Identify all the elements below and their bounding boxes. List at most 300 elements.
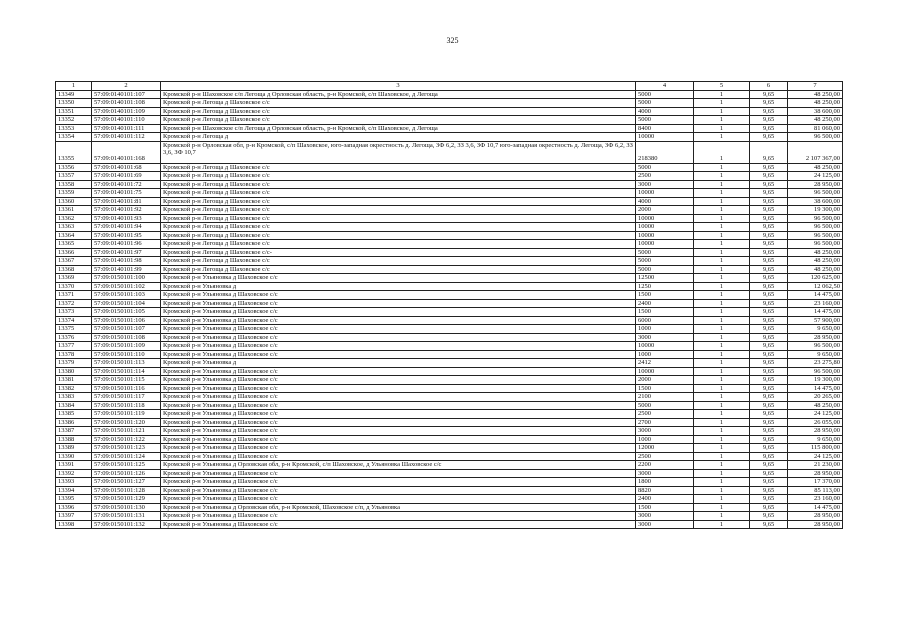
- cadastral-number: 57:09:0150101:108: [92, 333, 161, 342]
- rate-value: 9,65: [750, 469, 788, 478]
- table-row: [56, 478, 843, 487]
- cadastral-value: 96 500,00: [788, 240, 843, 249]
- row-number: 13386: [56, 418, 92, 427]
- plot-count: 1: [694, 214, 750, 223]
- table-row: [56, 133, 843, 142]
- row-number: 13377: [56, 342, 92, 351]
- plot-area: 10000: [636, 223, 694, 232]
- cadastral-number: 57:09:0150101:126: [92, 469, 161, 478]
- plot-address: Кромской р-н Ульяновка д Шаховское с/с: [161, 393, 636, 402]
- table-row: [56, 141, 843, 163]
- cadastral-number: 57:09:0140101:99: [92, 265, 161, 274]
- plot-area: 2000: [636, 206, 694, 215]
- row-number: 13353: [56, 124, 92, 133]
- cadastral-value: 9 650,00: [788, 350, 843, 359]
- plot-address: Кромской р-н Ульяновка д Шаховское с/с: [161, 495, 636, 504]
- row-number: 13362: [56, 214, 92, 223]
- row-number: 13376: [56, 333, 92, 342]
- rate-value: 9,65: [750, 248, 788, 257]
- table-row: [56, 342, 843, 351]
- plot-area: 10000: [636, 214, 694, 223]
- plot-area: 1000: [636, 435, 694, 444]
- cadastral-number: 57:09:0150101:122: [92, 435, 161, 444]
- cadastral-value: 48 250,00: [788, 248, 843, 257]
- table-row: [56, 350, 843, 359]
- plot-count: 1: [694, 189, 750, 198]
- table-row: [56, 180, 843, 189]
- row-number: 13387: [56, 427, 92, 436]
- rate-value: 9,65: [750, 452, 788, 461]
- cadastral-number: 57:09:0140101:97: [92, 248, 161, 257]
- row-number: 13396: [56, 503, 92, 512]
- row-number: 13389: [56, 444, 92, 453]
- rate-value: 9,65: [750, 107, 788, 116]
- cadastral-value: 20 265,00: [788, 393, 843, 402]
- plot-address: Кромской р-н Легоща д Шаховское с/с: [161, 107, 636, 116]
- plot-area: 2000: [636, 376, 694, 385]
- rate-value: 9,65: [750, 495, 788, 504]
- row-number: 13394: [56, 486, 92, 495]
- plot-count: 1: [694, 401, 750, 410]
- plot-address: Кромской р-н Ульяновка д: [161, 282, 636, 291]
- row-number: 13366: [56, 248, 92, 257]
- plot-count: 1: [694, 141, 750, 163]
- cadastral-number: 57:09:0140101:68: [92, 163, 161, 172]
- table-row: [56, 107, 843, 116]
- row-number: 13383: [56, 393, 92, 402]
- table-row: [56, 418, 843, 427]
- table-row: [56, 189, 843, 198]
- cadastral-value: 26 055,00: [788, 418, 843, 427]
- plot-count: 1: [694, 107, 750, 116]
- plot-count: 1: [694, 116, 750, 125]
- cadastral-value: 48 250,00: [788, 257, 843, 266]
- rate-value: 9,65: [750, 444, 788, 453]
- row-number: 13359: [56, 189, 92, 198]
- row-number: 13392: [56, 469, 92, 478]
- plot-address: Кромской р-н Легоща д Шаховское с/с: [161, 99, 636, 108]
- rate-value: 9,65: [750, 308, 788, 317]
- plot-count: 1: [694, 435, 750, 444]
- plot-area: 3000: [636, 333, 694, 342]
- plot-count: 1: [694, 248, 750, 257]
- cadastral-number: 57:09:0140101:110: [92, 116, 161, 125]
- cadastral-number: 57:09:0150101:117: [92, 393, 161, 402]
- cadastral-number: 57:09:0150101:105: [92, 308, 161, 317]
- plot-address: Кромской р-н Легоща д: [161, 133, 636, 142]
- plot-address: Кромской р-н Шаховское с/п Легоща д Орловская область, р-н Кромской, с/п Шаховское, д Легоща: [161, 124, 636, 133]
- plot-area: 1500: [636, 308, 694, 317]
- cadastral-value: 14 475,00: [788, 291, 843, 300]
- cadastral-number: 57:09:0140101:92: [92, 206, 161, 215]
- rate-value: 9,65: [750, 384, 788, 393]
- cadastral-number: 57:09:0150101:121: [92, 427, 161, 436]
- cadastral-value: 48 250,00: [788, 116, 843, 125]
- plot-address: Кромской р-н Ульяновка д Шаховское с/с: [161, 520, 636, 529]
- cadastral-number: 57:09:0150101:131: [92, 512, 161, 521]
- column-header: 6: [750, 82, 788, 91]
- row-number: 13388: [56, 435, 92, 444]
- row-number: 13382: [56, 384, 92, 393]
- plot-count: 1: [694, 393, 750, 402]
- table-row: [56, 116, 843, 125]
- cadastral-value: 48 250,00: [788, 265, 843, 274]
- cadastral-number: 57:09:0150101:102: [92, 282, 161, 291]
- cadastral-value: 28 950,00: [788, 469, 843, 478]
- rate-value: 9,65: [750, 435, 788, 444]
- plot-address: Кромской р-н Ульяновка д Шаховское с/с: [161, 350, 636, 359]
- table-row: [56, 265, 843, 274]
- cadastral-number: 57:09:0150101:119: [92, 410, 161, 419]
- table-row: [56, 435, 843, 444]
- row-number: 13350: [56, 99, 92, 108]
- cadastral-number: 57:09:0140101:109: [92, 107, 161, 116]
- plot-area: 218380: [636, 141, 694, 163]
- cadastral-number: 57:09:0150101:132: [92, 520, 161, 529]
- column-header: 4: [636, 82, 694, 91]
- plot-address: Кромской р-н Ульяновка д: [161, 359, 636, 368]
- row-number: 13384: [56, 401, 92, 410]
- plot-count: 1: [694, 342, 750, 351]
- row-number: 13365: [56, 240, 92, 249]
- plot-area: 10000: [636, 189, 694, 198]
- plot-address: Кромской р-н Ульяновка д Шаховское с/с: [161, 367, 636, 376]
- cadastral-number: 57:09:0150101:106: [92, 316, 161, 325]
- cadastral-value: 96 500,00: [788, 367, 843, 376]
- table-row: [56, 359, 843, 368]
- plot-area: 2500: [636, 410, 694, 419]
- row-number: 13364: [56, 231, 92, 240]
- plot-count: 1: [694, 180, 750, 189]
- cadastral-value: 48 250,00: [788, 90, 843, 99]
- plot-address: Кромской р-н Ульяновка д Шаховское с/с: [161, 418, 636, 427]
- cadastral-value: 115 800,00: [788, 444, 843, 453]
- rate-value: 9,65: [750, 141, 788, 163]
- plot-area: 10000: [636, 240, 694, 249]
- plot-address: Кромской р-н Легоща д Шаховское с/с: [161, 206, 636, 215]
- cadastral-value: 48 250,00: [788, 99, 843, 108]
- column-header: 5: [694, 82, 750, 91]
- row-number: 13357: [56, 172, 92, 181]
- plot-address: Кромской р-н Ульяновка д Шаховское с/с: [161, 427, 636, 436]
- plot-count: 1: [694, 172, 750, 181]
- plot-count: 1: [694, 90, 750, 99]
- table-row: [56, 401, 843, 410]
- cadastral-value: 96 500,00: [788, 223, 843, 232]
- row-number: 13378: [56, 350, 92, 359]
- plot-address: Кромской р-н Легоща д Шаховское с/с: [161, 180, 636, 189]
- cadastral-number: 57:09:0140101:81: [92, 197, 161, 206]
- plot-count: 1: [694, 503, 750, 512]
- rate-value: 9,65: [750, 163, 788, 172]
- table-row: [56, 124, 843, 133]
- cadastral-number: 57:09:0140101:94: [92, 223, 161, 232]
- cadastral-value: 23 160,00: [788, 495, 843, 504]
- cadastral-value: 24 125,00: [788, 452, 843, 461]
- plot-area: 2200: [636, 461, 694, 470]
- rate-value: 9,65: [750, 512, 788, 521]
- rate-value: 9,65: [750, 282, 788, 291]
- plot-count: 1: [694, 410, 750, 419]
- cadastral-number: 57:09:0150101:123: [92, 444, 161, 453]
- cadastral-value: 21 230,00: [788, 461, 843, 470]
- plot-count: 1: [694, 384, 750, 393]
- column-header: 3: [161, 82, 636, 91]
- plot-area: 2400: [636, 495, 694, 504]
- plot-count: 1: [694, 512, 750, 521]
- table-row: [56, 197, 843, 206]
- cadastral-value: 28 950,00: [788, 520, 843, 529]
- plot-count: 1: [694, 240, 750, 249]
- cadastral-value: 28 950,00: [788, 512, 843, 521]
- table-row: [56, 291, 843, 300]
- rate-value: 9,65: [750, 503, 788, 512]
- table-row: [56, 393, 843, 402]
- plot-address: Кромской р-н Ульяновка д Шаховское с/с: [161, 469, 636, 478]
- cadastral-value: 81 060,00: [788, 124, 843, 133]
- row-number: 13381: [56, 376, 92, 385]
- table-row: [56, 333, 843, 342]
- row-number: 13370: [56, 282, 92, 291]
- plot-count: 1: [694, 133, 750, 142]
- table-row: [56, 282, 843, 291]
- table-row: [56, 427, 843, 436]
- plot-address: Кромской р-н Ульяновка д Шаховское с/с: [161, 478, 636, 487]
- row-number: 13380: [56, 367, 92, 376]
- plot-area: 12500: [636, 274, 694, 283]
- plot-address: Кромской р-н Легоща д Шаховское с/с: [161, 257, 636, 266]
- plot-area: 4000: [636, 197, 694, 206]
- plot-address: Кромской р-н Ульяновка д Шаховское с/с: [161, 308, 636, 317]
- cadastral-number: 57:09:0140101:75: [92, 189, 161, 198]
- plot-address: Кромской р-н Ульяновка д Шаховское с/с: [161, 384, 636, 393]
- row-number: 13363: [56, 223, 92, 232]
- cadastral-value: 14 475,00: [788, 384, 843, 393]
- plot-address: Кромской р-н Ульяновка д Шаховское с/с: [161, 342, 636, 351]
- plot-area: 2500: [636, 452, 694, 461]
- cadastral-value: 24 125,00: [788, 410, 843, 419]
- cadastral-number: 57:09:0140101:98: [92, 257, 161, 266]
- rate-value: 9,65: [750, 274, 788, 283]
- plot-count: 1: [694, 274, 750, 283]
- plot-count: 1: [694, 461, 750, 470]
- cadastral-value: 96 500,00: [788, 189, 843, 198]
- table-row: [56, 231, 843, 240]
- plot-area: 3000: [636, 512, 694, 521]
- rate-value: 9,65: [750, 461, 788, 470]
- cadastral-number: 57:09:0140101:168: [92, 141, 161, 163]
- plot-area: 3000: [636, 469, 694, 478]
- rate-value: 9,65: [750, 265, 788, 274]
- cadastral-number: 57:09:0140101:107: [92, 90, 161, 99]
- plot-address: Кромской р-н Ульяновка д Шаховское с/с: [161, 333, 636, 342]
- row-number: 13395: [56, 495, 92, 504]
- cadastral-number: 57:09:0150101:127: [92, 478, 161, 487]
- plot-area: 3000: [636, 180, 694, 189]
- table-row: [56, 206, 843, 215]
- plot-count: 1: [694, 418, 750, 427]
- rate-value: 9,65: [750, 333, 788, 342]
- cadastral-value: 85 113,00: [788, 486, 843, 495]
- cadastral-value: 19 300,00: [788, 206, 843, 215]
- plot-count: 1: [694, 257, 750, 266]
- cadastral-number: 57:09:0140101:108: [92, 99, 161, 108]
- cadastral-number: 57:09:0150101:125: [92, 461, 161, 470]
- plot-address: Кромской р-н Ульяновка д Шаховское с/с: [161, 274, 636, 283]
- cadastral-number: 57:09:0150101:113: [92, 359, 161, 368]
- rate-value: 9,65: [750, 401, 788, 410]
- cadastral-value: 96 500,00: [788, 231, 843, 240]
- plot-count: 1: [694, 359, 750, 368]
- plot-area: 1500: [636, 291, 694, 300]
- plot-address: Кромской р-н Ульяновка д Шаховское с/с: [161, 291, 636, 300]
- plot-address: Кромской р-н Легоща д Шаховское с/с-: [161, 248, 636, 257]
- plot-area: 1500: [636, 503, 694, 512]
- cadastral-number: 57:09:0150101:129: [92, 495, 161, 504]
- table-row: [56, 214, 843, 223]
- plot-count: 1: [694, 282, 750, 291]
- cadastral-number: 57:09:0150101:110: [92, 350, 161, 359]
- plot-area: 1000: [636, 350, 694, 359]
- cadastral-value: 28 950,00: [788, 333, 843, 342]
- cadastral-number: 57:09:0150101:115: [92, 376, 161, 385]
- plot-area: 5000: [636, 401, 694, 410]
- rate-value: 9,65: [750, 133, 788, 142]
- plot-count: 1: [694, 231, 750, 240]
- table-row: [56, 274, 843, 283]
- rate-value: 9,65: [750, 223, 788, 232]
- cadastral-number: 57:09:0150101:130: [92, 503, 161, 512]
- plot-area: 8400: [636, 124, 694, 133]
- plot-area: 5000: [636, 248, 694, 257]
- row-number: 13368: [56, 265, 92, 274]
- plot-address: Кромской р-н Шаховское с/п Легоща д Орловская область, р-н Кромской, с/п Шаховское, д Легоща: [161, 90, 636, 99]
- plot-address: Кромской р-н Легоща д Шаховское с/с: [161, 197, 636, 206]
- row-number: 13371: [56, 291, 92, 300]
- row-number: 13398: [56, 520, 92, 529]
- cadastral-value: 17 370,00: [788, 478, 843, 487]
- cadastral-value: 48 250,00: [788, 163, 843, 172]
- plot-count: 1: [694, 495, 750, 504]
- plot-area: 5000: [636, 163, 694, 172]
- plot-area: 10000: [636, 231, 694, 240]
- plot-address: Кромской р-н Ульяновка д Шаховское с/с: [161, 435, 636, 444]
- cadastral-number: 57:09:0150101:103: [92, 291, 161, 300]
- plot-area: 5000: [636, 99, 694, 108]
- rate-value: 9,65: [750, 197, 788, 206]
- table-row: [56, 367, 843, 376]
- cadastral-value: 24 125,00: [788, 172, 843, 181]
- plot-area: 2500: [636, 172, 694, 181]
- rate-value: 9,65: [750, 359, 788, 368]
- plot-count: 1: [694, 478, 750, 487]
- column-header: 1: [56, 82, 92, 91]
- cadastral-value: 14 475,00: [788, 308, 843, 317]
- row-number: 13379: [56, 359, 92, 368]
- cadastral-value: 23 275,80: [788, 359, 843, 368]
- cadastral-number: 57:09:0140101:93: [92, 214, 161, 223]
- cadastral-value: 28 950,00: [788, 180, 843, 189]
- rate-value: 9,65: [750, 367, 788, 376]
- plot-address: Кромской р-н Ульяновка д Шаховское с/с: [161, 486, 636, 495]
- plot-area: 2100: [636, 393, 694, 402]
- table-row: [56, 90, 843, 99]
- row-number: 13369: [56, 274, 92, 283]
- plot-address: Кромской р-н Легоща д Шаховское с/с: [161, 265, 636, 274]
- table-row: [56, 325, 843, 334]
- row-number: 13349: [56, 90, 92, 99]
- plot-count: 1: [694, 427, 750, 436]
- plot-address: Кромской р-н Ульяновка д Орловская обл, р-н Кромской, Шаховское с/п, д Ульяновка: [161, 503, 636, 512]
- rate-value: 9,65: [750, 299, 788, 308]
- plot-address: Кромской р-н Легоща д Шаховское с/с: [161, 116, 636, 125]
- plot-count: 1: [694, 99, 750, 108]
- row-number: 13351: [56, 107, 92, 116]
- table-row: [56, 172, 843, 181]
- cadastral-value: 96 500,00: [788, 214, 843, 223]
- rate-value: 9,65: [750, 486, 788, 495]
- plot-area: 2400: [636, 299, 694, 308]
- table-row: [56, 503, 843, 512]
- rate-value: 9,65: [750, 342, 788, 351]
- plot-count: 1: [694, 376, 750, 385]
- rate-value: 9,65: [750, 231, 788, 240]
- plot-area: 1000: [636, 325, 694, 334]
- plot-count: 1: [694, 163, 750, 172]
- cadastral-number: 57:09:0150101:100: [92, 274, 161, 283]
- cadastral-number: 57:09:0140101:111: [92, 124, 161, 133]
- plot-area: 2700: [636, 418, 694, 427]
- table-row: [56, 410, 843, 419]
- row-number: 13354: [56, 133, 92, 142]
- plot-area: 10000: [636, 367, 694, 376]
- rate-value: 9,65: [750, 520, 788, 529]
- cadastral-number: 57:09:0150101:118: [92, 401, 161, 410]
- plot-address: Кромской р-н Орловская обл, р-н Кромской, с/п Шаховское, юго-западная окрестность д. Легоща, ЗФ 6,2, ЗЗ 3,6, ЗФ 10,7 юго-западная окрестность д. Легоща, ЗФ 6,2, ЗЗ 3,6, ЗФ 10,7: [161, 141, 636, 163]
- row-number: 13360: [56, 197, 92, 206]
- rate-value: 9,65: [750, 257, 788, 266]
- plot-address: Кромской р-н Ульяновка д Шаховское с/с: [161, 444, 636, 453]
- plot-address: Кромской р-н Ульяновка д Шаховское с/с: [161, 401, 636, 410]
- table-row: [56, 384, 843, 393]
- cadastral-value: 28 950,00: [788, 427, 843, 436]
- page-number: 325: [446, 36, 459, 45]
- rate-value: 9,65: [750, 240, 788, 249]
- plot-count: 1: [694, 367, 750, 376]
- rate-value: 9,65: [750, 418, 788, 427]
- row-number: 13385: [56, 410, 92, 419]
- table-body: [56, 90, 843, 529]
- cadastral-number: 57:09:0140101:69: [92, 172, 161, 181]
- cadastral-number: 57:09:0150101:124: [92, 452, 161, 461]
- plot-area: 5000: [636, 116, 694, 125]
- table-row: [56, 316, 843, 325]
- plot-address: Кромской р-н Легоща д Шаховское с/с: [161, 214, 636, 223]
- plot-area: 10000: [636, 133, 694, 142]
- cadastral-value: 38 600,00: [788, 107, 843, 116]
- plot-count: 1: [694, 223, 750, 232]
- column-header: 7: [788, 82, 843, 91]
- plot-address: Кромской р-н Ульяновка д Шаховское с/с: [161, 299, 636, 308]
- plot-address: Кромской р-н Ульяновка д Орловская обл, р-н Кромской, с/п Шаховское, д Ульяновка Шаховское с/с: [161, 461, 636, 470]
- rate-value: 9,65: [750, 291, 788, 300]
- row-number: 13372: [56, 299, 92, 308]
- rate-value: 9,65: [750, 180, 788, 189]
- rate-value: 9,65: [750, 393, 788, 402]
- plot-address: Кромской р-н Легоща д Шаховское с/с: [161, 240, 636, 249]
- plot-count: 1: [694, 316, 750, 325]
- table-row: [56, 240, 843, 249]
